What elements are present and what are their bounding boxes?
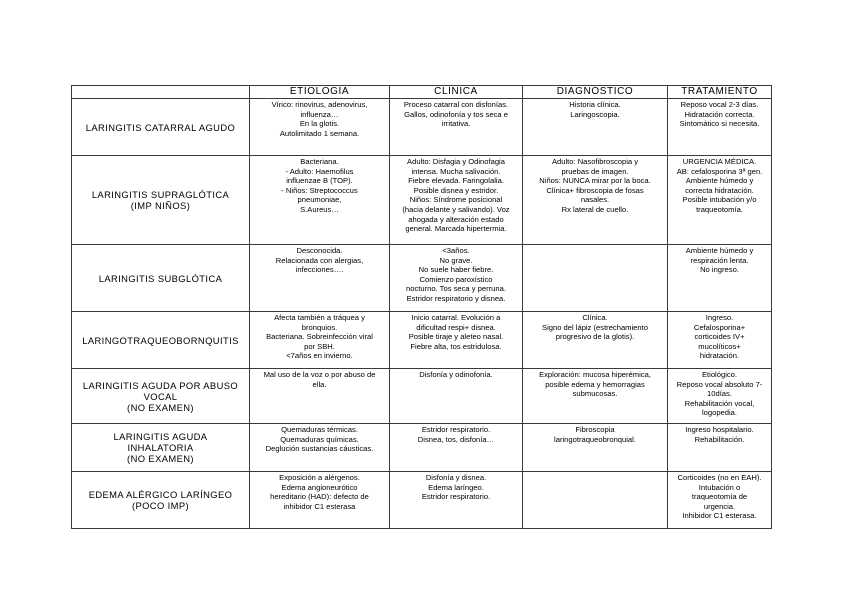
disease-name-line: LARINGITIS CATARRAL AGUDO (85, 121, 236, 133)
clinica-line: Posible tiraje y aleteo nasal. (408, 332, 504, 342)
tratamiento-cell (668, 245, 772, 312)
tratamiento-line: Posible intubación y/o (682, 195, 757, 205)
diagnostico-line: Historia clínica. (569, 100, 621, 109)
etiologia-line: Vírico: rinovirus, adenovirus, (271, 100, 368, 109)
etiologia-line: Desconocida. (296, 246, 343, 255)
tratamiento-line: traqueotomía de (691, 492, 748, 502)
etiologia-cell (250, 99, 390, 156)
header-diagnostico: DIAGNÓSTICO (523, 86, 668, 99)
diagnostico-cell (523, 472, 668, 529)
disease-name-line: LARINGITIS AGUDA (113, 431, 208, 442)
tratamiento-line: Inhibidor C1 esterasa. (682, 511, 757, 521)
disease-name-line: EDEMA ALÉRGICO LARÍNGEO (88, 489, 233, 500)
etiologia-cell (250, 472, 390, 529)
clinica-line: Estridor respiratorio. (421, 492, 491, 502)
etiologia-line: ella. (312, 379, 327, 389)
clinica-line: Comienzo paroxístico (419, 274, 493, 284)
tratamiento-line: logopedia. (701, 408, 738, 418)
clinica-cell (390, 424, 523, 472)
clinica-line: Inicio catarral. Evolución a (411, 313, 501, 322)
etiologia-line: hereditario (HAD): defecto de (270, 492, 369, 502)
clinica-line: (hacia delante y salivando). Voz (402, 204, 510, 214)
clinica-line: ahogada y alteración estado (408, 214, 504, 224)
tratamiento-cell (668, 472, 772, 529)
etiologia-line: Exposición a alérgenos. (279, 473, 360, 482)
diagnostico-cell (523, 156, 668, 245)
clinica-line: Disnea, tos, disfonía… (417, 434, 495, 444)
clinica-line: Fiebre alta, tos estridulosa. (410, 341, 502, 351)
disease-name-line: (POCO IMP) (131, 500, 190, 511)
etiologia-line: Edema angioneurótico (281, 482, 358, 492)
laryngitis-table (71, 85, 772, 529)
clinica-cell (390, 156, 523, 245)
diagnostico-line: Rx lateral de cuello. (561, 204, 629, 214)
tratamiento-line: Etiológico. (701, 370, 738, 379)
etiologia-line: Quemaduras térmicas. (281, 425, 358, 434)
clinica-cell (390, 472, 523, 529)
tratamiento-line: Ambiente húmedo y (685, 246, 754, 255)
tratamiento-line: corticoides IV+ (694, 332, 745, 342)
disease-name-cell (72, 369, 250, 424)
etiologia-line: pneumoniae, (297, 195, 342, 205)
disease-name-line: VOCAL (143, 390, 178, 402)
diagnostico-line: Clínica+ fibroscopia de fosas (546, 185, 644, 195)
etiologia-line: - Adulto: Haemofilus (285, 166, 354, 176)
etiologia-line: influenza… (300, 109, 339, 119)
diagnostico-line: Clínica. (582, 313, 608, 322)
tratamiento-line: traqueotomía. (696, 204, 743, 214)
clinica-line: intensa. Mucha salivación. (411, 166, 501, 176)
clinica-line: Estridor respiratorio. (421, 425, 491, 434)
tratamiento-line: AB: cefalosporina 3ª gen. (676, 166, 763, 176)
disease-name-line: INHALATORIA (127, 442, 194, 453)
header-empty (72, 86, 250, 99)
tratamiento-line: URGENCIA MÉDICA. (682, 157, 757, 166)
disease-name-cell (72, 99, 250, 156)
clinica-line: dificultad respi+ disnea. (416, 322, 496, 332)
diagnostico-line: nasales. (580, 195, 610, 205)
tratamiento-line: 10días. (707, 389, 732, 399)
etiologia-cell (250, 369, 390, 424)
clinica-cell (390, 99, 523, 156)
etiologia-line: por SBH. (304, 341, 335, 351)
etiologia-line: <7años en invierno. (286, 351, 353, 361)
tratamiento-cell (668, 369, 772, 424)
header-row (72, 86, 772, 99)
table-row (72, 312, 772, 369)
diagnostico-cell (523, 99, 668, 156)
etiologia-line: Afecta también a tráquea y (274, 313, 365, 322)
diagnostico-cell (523, 424, 668, 472)
etiologia-line: En la glotis. (299, 119, 340, 129)
tratamiento-line: Hidratación correcta. (684, 109, 755, 119)
clinica-line: Disfonía y odinofonía. (419, 370, 493, 379)
disease-name-line: (NO EXAMEN) (127, 401, 194, 413)
table-row (72, 369, 772, 424)
table-row (72, 99, 772, 156)
etiologia-line: Bacteriana. (300, 157, 339, 166)
tratamiento-line: No ingreso. (700, 265, 739, 275)
disease-name-cell (72, 312, 250, 369)
diagnostico-line: progresivo de la glotis). (555, 332, 635, 342)
diagnostico-line: Laringoscopia. (570, 109, 620, 119)
etiologia-line: Quemaduras químicas. (280, 434, 359, 444)
tratamiento-cell (668, 156, 772, 245)
tratamiento-line: Cefalosporina+ (693, 322, 746, 332)
clinica-line: irritativa. (441, 119, 471, 129)
diagnostico-cell (523, 369, 668, 424)
diagnostico-cell (523, 312, 668, 369)
clinica-line: Niños: Síndrome posicional (409, 195, 503, 205)
tratamiento-line: urgencia. (703, 501, 736, 511)
tratamiento-line: correcta hidratación. (685, 185, 754, 195)
disease-name-line: LARINGITIS AGUDA POR ABUSO (82, 379, 239, 391)
diagnostico-line: laringotraqueobronquial. (554, 434, 636, 444)
diagnostico-line: pruebas de imagen. (561, 166, 629, 176)
etiologia-line: bronquios. (301, 322, 338, 332)
tratamiento-line: respiración lenta. (690, 255, 749, 265)
tratamiento-line: Intubación o (698, 482, 741, 492)
diagnostico-line: submucosas. (572, 389, 618, 399)
disease-name-cell (72, 424, 250, 472)
tratamiento-cell (668, 312, 772, 369)
tratamiento-cell (668, 99, 772, 156)
clinica-line: Fiebre elevada. Faringolalia. (408, 176, 504, 186)
disease-name-line: LARINGITIS SUBGLÓTICA (98, 272, 223, 284)
disease-name-cell (72, 472, 250, 529)
disease-name-cell (72, 156, 250, 245)
tratamiento-line: Ingreso hospitalario. (685, 425, 754, 434)
tratamiento-line: Sintomático si necesita. (679, 119, 760, 129)
etiologia-line: S.Aureus… (300, 204, 339, 214)
disease-name-line: LARINGITIS SUPRAGLÓTICA (91, 189, 230, 200)
etiologia-line: inhibidor C1 esterasa (283, 501, 356, 511)
diagnostico-line: Adulto: Nasofibroscopia y (551, 157, 639, 166)
etiologia-cell (250, 245, 390, 312)
table-row (72, 472, 772, 529)
table-row (72, 424, 772, 472)
etiologia-line: Deglución sustancias cáusticas. (265, 444, 374, 454)
clinica-line: No suele haber fiebre. (418, 265, 494, 275)
tratamiento-line: hidratación. (699, 351, 740, 361)
clinica-line: Edema laríngeo. (428, 482, 484, 492)
clinica-line: Adulto: Disfagia y Odinofagia (407, 157, 505, 166)
clinica-line: Posible disnea y estridor. (413, 185, 499, 195)
header-tratamiento: TRATAMIENTO (668, 86, 772, 99)
disease-name-cell (72, 245, 250, 312)
tratamiento-cell (668, 424, 772, 472)
tratamiento-line: Reposo vocal absoluto 7- (676, 379, 763, 389)
clinica-line: Disfonía y disnea. (425, 473, 487, 482)
etiologia-cell (250, 156, 390, 245)
etiologia-line: influenzae B (TOP). (286, 176, 353, 186)
etiologia-cell (250, 312, 390, 369)
table-row (72, 156, 772, 245)
diagnostico-line: Niños: NUNCA mirar por la boca. (539, 176, 651, 186)
diagnostico-cell (523, 245, 668, 312)
tratamiento-line: Reposo vocal 2-3 días. (680, 100, 759, 109)
etiologia-line: Mal uso de la voz o por abuso de (263, 370, 376, 379)
tratamiento-line: Ambiente húmedo y (685, 176, 754, 186)
header-clinica: CLÍNICA (390, 86, 523, 99)
clinica-line: Estridor respiratorio y disnea. (406, 293, 506, 303)
clinica-cell (390, 245, 523, 312)
etiologia-line: infecciones…. (295, 265, 344, 275)
diagnostico-line: Fibroscopia (575, 425, 615, 434)
etiologia-line: Relacionada con alergias, (275, 255, 364, 265)
etiologia-line: Autolimitado 1 semana. (279, 128, 360, 138)
diagnostico-line: posible edema y hemorragias (545, 379, 645, 389)
tratamiento-line: Corticoides (no en EAH). (677, 473, 762, 482)
tratamiento-line: Rehabilitación. (694, 434, 745, 444)
disease-name-line: (IMP NIÑOS) (130, 200, 191, 211)
diagnostico-line: Exploración: mucosa hiperémica, (539, 370, 651, 379)
tratamiento-line: mucolíticos+ (698, 341, 741, 351)
diagnostico-line: Signo del lápiz (estrechamiento (542, 322, 648, 332)
header-etiologia: ETIOLOGÍA (250, 86, 390, 99)
clinica-line: general. Marcada hipertermia. (405, 224, 507, 234)
tratamiento-line: Rehabilitación vocal, (684, 398, 755, 408)
clinica-line: <3años. (442, 246, 470, 255)
etiologia-cell (250, 424, 390, 472)
disease-name-line: LARINGOTRAQUEOBORNQUITIS (82, 334, 239, 346)
tratamiento-line: Ingreso. (705, 313, 734, 322)
table-row (72, 245, 772, 312)
clinica-cell (390, 369, 523, 424)
clinica-line: nocturno. Tos seca y perruna. (406, 284, 506, 294)
clinica-cell (390, 312, 523, 369)
clinica-line: Proceso catarral con disfonías. (403, 100, 509, 109)
etiologia-line: Bacteriana. Sobreinfección viral (266, 332, 373, 342)
clinica-line: Gallos, odinofonía y tos seca e (404, 109, 508, 119)
etiologia-line: - Niños: Streptococcus (281, 185, 358, 195)
disease-name-line: (NO EXAMEN) (127, 453, 194, 464)
clinica-line: No grave. (439, 255, 473, 265)
